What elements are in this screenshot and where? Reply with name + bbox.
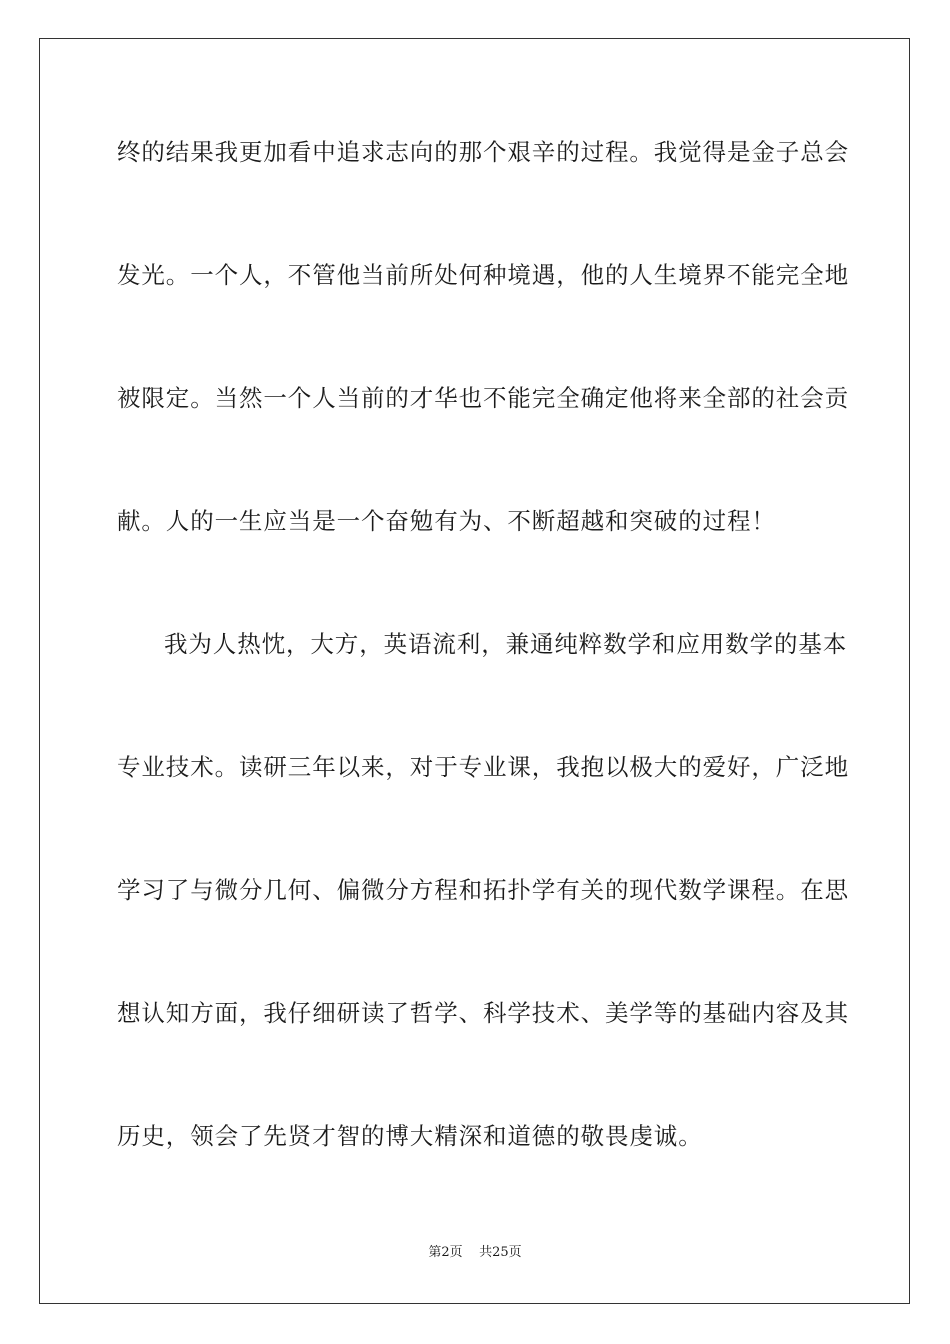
paragraph-first-line: 我为人热忱，大方，英语流利，兼通纯粹数学和应用数学的基本	[164, 630, 848, 658]
page-border	[39, 38, 910, 1304]
paragraph-line: 历史，领会了先贤才智的博大精深和道德的敬畏虔诚。	[117, 1122, 703, 1150]
page-number-footer: 第2页 共25页	[428, 1245, 522, 1260]
paragraph-line: 想认知方面，我仔细研读了哲学、科学技术、美学等的基础内容及其	[117, 999, 849, 1027]
paragraph-line: 终的结果我更加看中追求志向的那个艰辛的过程。我觉得是金子总会	[117, 138, 849, 166]
paragraph-line: 学习了与微分几何、偏微分方程和拓扑学有关的现代数学课程。在思	[117, 876, 849, 904]
paragraph-line: 献。人的一生应当是一个奋勉有为、不断超越和突破的过程！	[117, 507, 776, 535]
paragraph-line: 被限定。当然一个人当前的才华也不能完全确定他将来全部的社会贡	[117, 384, 849, 412]
paragraph-line: 发光。一个人，不管他当前所处何种境遇，他的人生境界不能完全地	[117, 261, 849, 289]
paragraph-line: 专业技术。读研三年以来，对于专业课，我抱以极大的爱好，广泛地	[117, 753, 849, 781]
